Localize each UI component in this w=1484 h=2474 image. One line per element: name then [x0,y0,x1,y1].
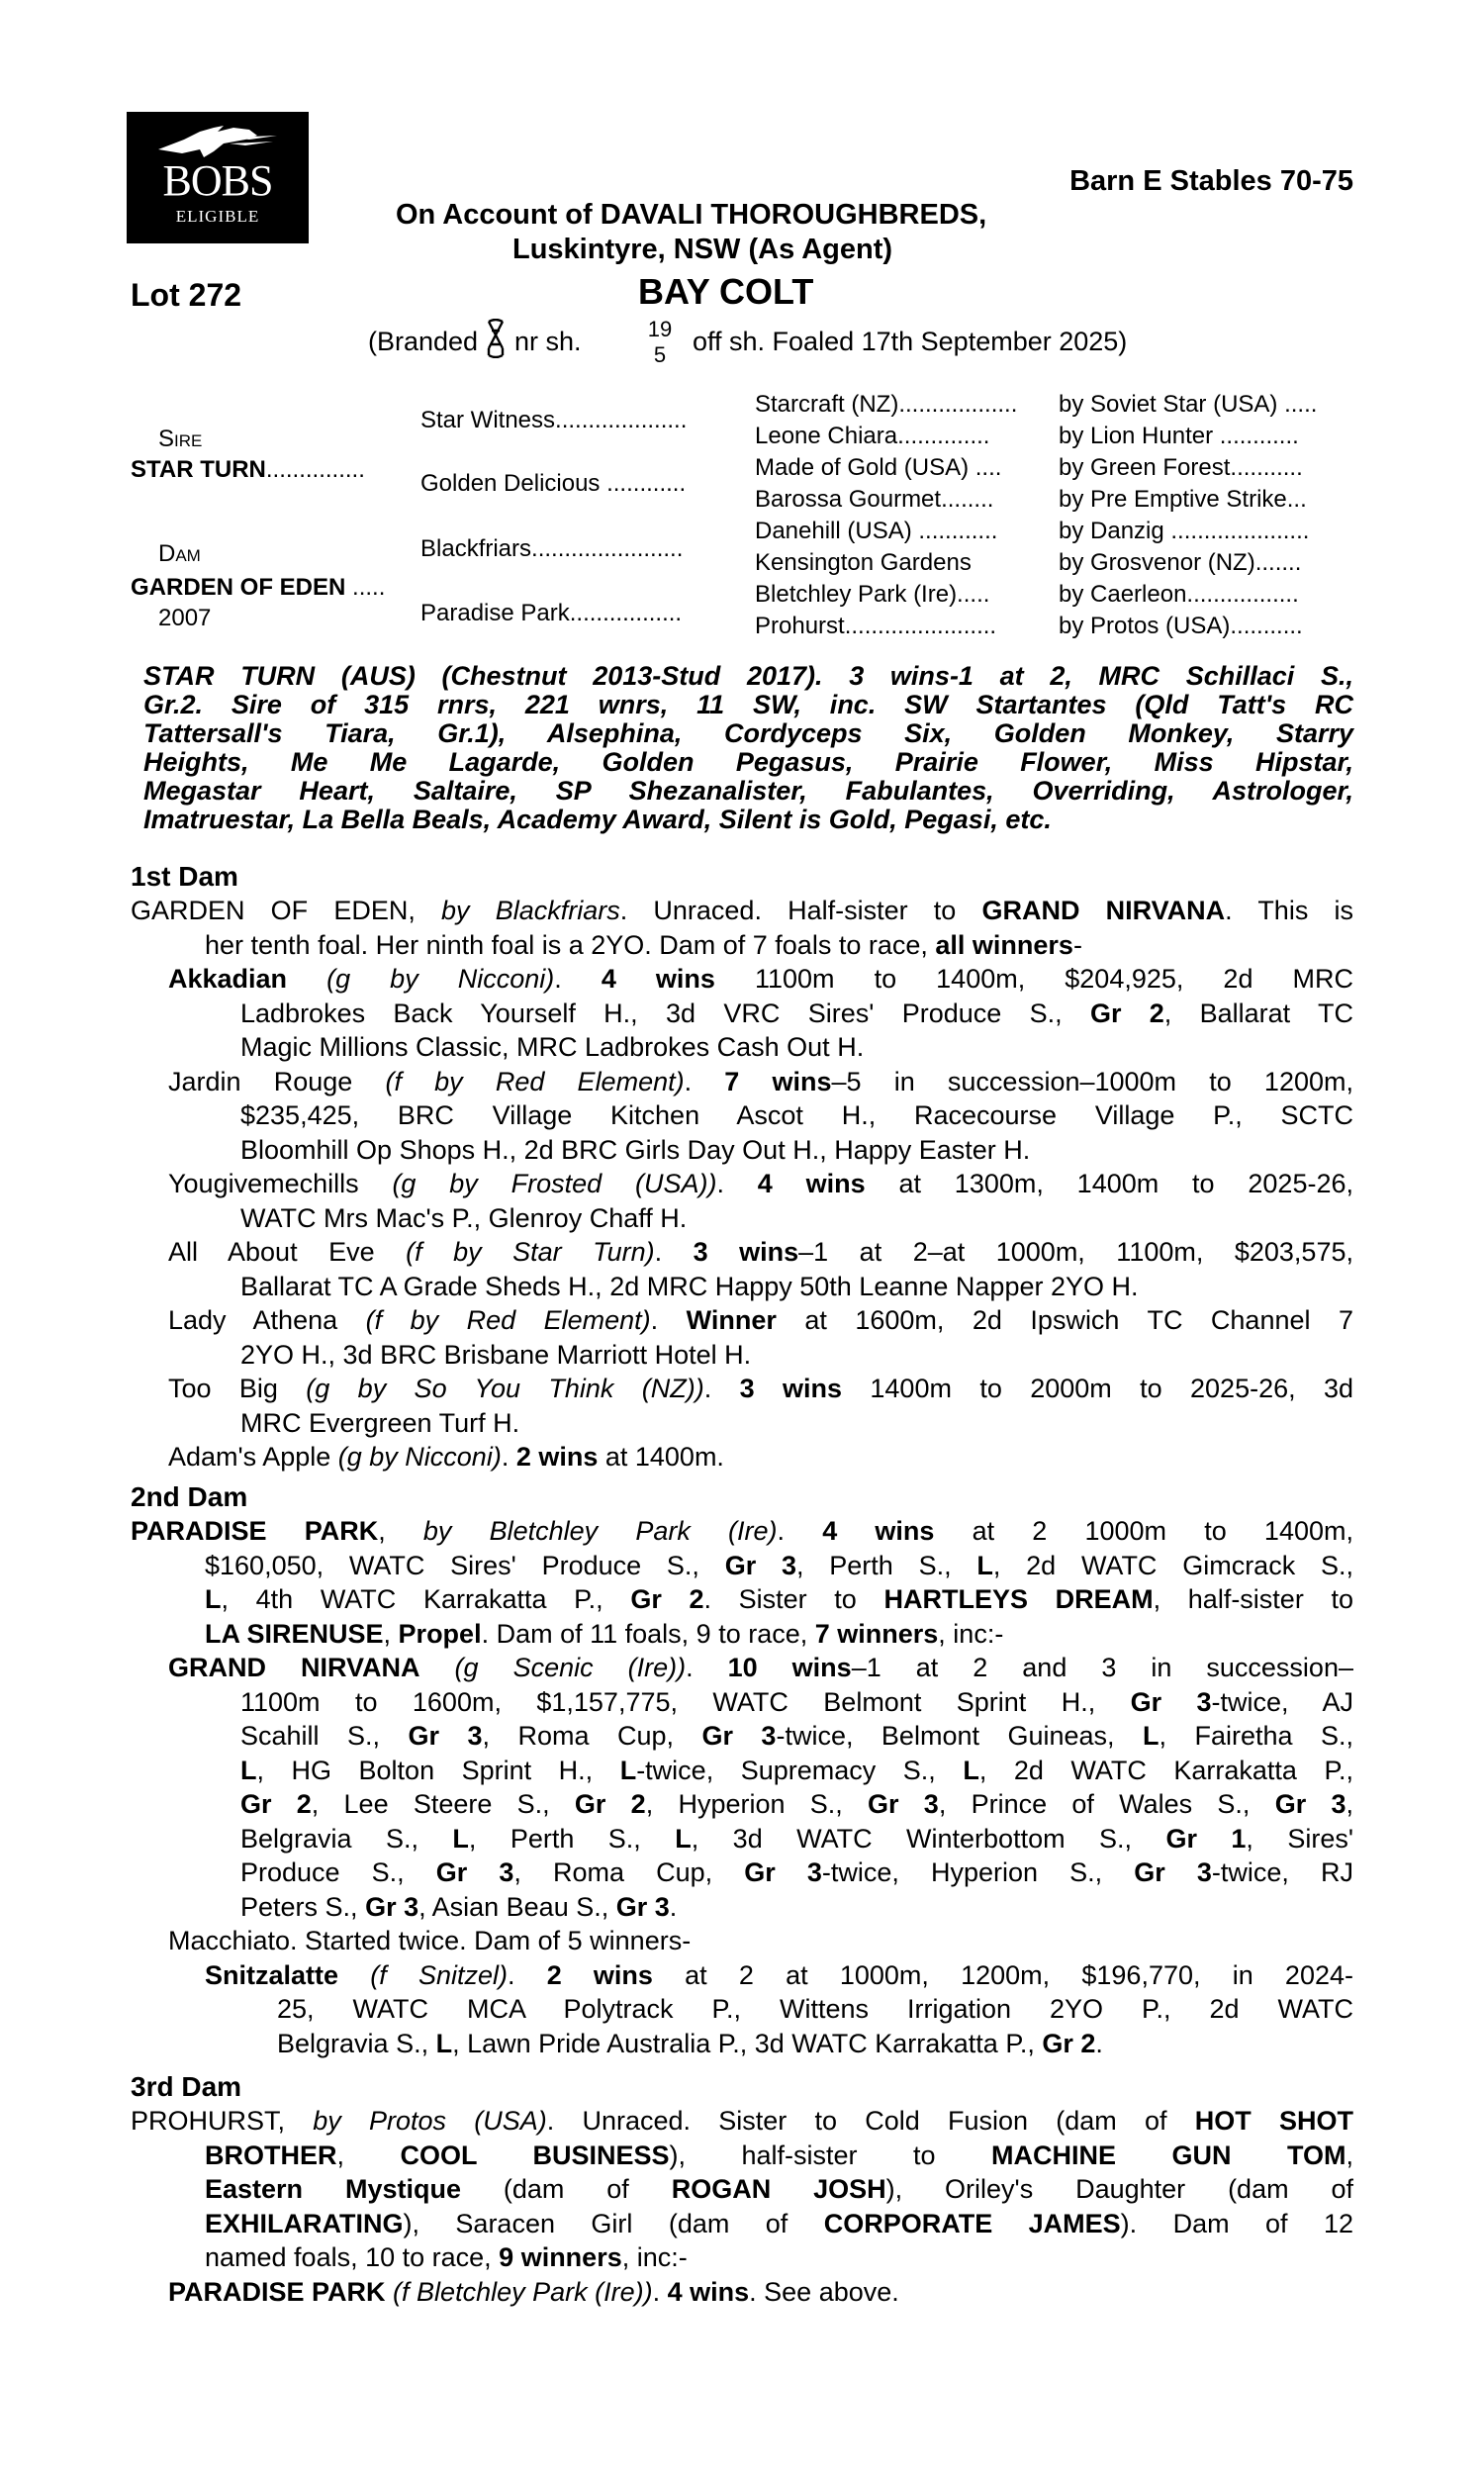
text-run: (f by Red Element) [385,1066,685,1096]
brand-prefix: (Branded [368,327,479,356]
text-run: (f Snitzel) [370,1959,508,1990]
gen3-sire: by Soviet Star (USA) ..... [1059,391,1318,418]
text-line [168,1235,1353,1269]
text-run: Ladbrokes Back Yourself H., 3d VRC Sires' Produce S., [240,998,1090,1028]
text-run: , Perth S., [796,1550,977,1580]
dam-name [131,575,385,601]
text-run: 4 wins [601,964,715,994]
text-run: L [976,1550,993,1580]
text-line [205,1582,1353,1616]
text-run: Gr 2 [574,1789,646,1819]
dam-label: Dam [158,540,201,567]
first-dam-text [131,894,1353,1487]
text-run: , Sires' [1246,1823,1353,1854]
text-run: (g by Nicconi) [337,1442,502,1472]
text-run: 4 wins [822,1516,935,1546]
text-run: , [378,1516,423,1546]
text-run: Gr 3 [1134,1857,1212,1887]
text-run: COOL BUSINESS [400,2140,670,2170]
text-line [131,2104,1353,2138]
text-run: . [669,1891,678,1922]
text-run: HOT SHOT [1194,2106,1353,2136]
text-run: 4 wins [667,2276,750,2307]
text-run: (f Bletchley Park (Ire)) [393,2276,653,2307]
text-run: Jardin Rouge [168,1066,386,1096]
text-line [168,1651,1353,1684]
text-run: GRAND NIRVANA [981,896,1226,925]
text-run: Gr 3 [724,1550,796,1580]
text-run: . [507,1959,547,1990]
text-run: , Ballarat TC [1163,998,1354,1028]
text-run: , half-sister to [1153,1584,1353,1614]
text-run: . This is [1225,896,1353,925]
text-run: Gr 3 [1274,1789,1346,1819]
text-run: all winners [935,929,1073,960]
text-run: Too Big [168,1374,307,1403]
text-line [168,1167,1353,1200]
text-line [240,1856,1353,1889]
text-run: (g by Nicconi) [326,964,555,994]
text-run: Lady Athena [168,1305,366,1335]
text-run: Bloomhill Op Shops H., 2d BRC Girls Day Out H., Happy Easter H. [240,1134,1031,1165]
text-run: at 1300m, 1400m to 2025-26, [865,1169,1353,1198]
text-run: , [1345,1789,1353,1819]
sire-line: Heights, Me Me Lagarde, Golden Pegasus, Prairie Flower, Miss Hipstar, [143,747,1353,777]
text-run: Produce S., [240,1857,436,1887]
text-line [131,894,1353,927]
bobs-eligible-logo [127,112,309,243]
text-run: L [452,1823,469,1854]
text-run: . See above. [749,2276,899,2307]
sire-name-text: STAR TURN [131,456,266,483]
text-line [168,1440,1353,1474]
text-run: Ballarat TC A Grade Sheds H., 2d MRC Happy 50th Leanne Napper 2YO H. [240,1271,1139,1301]
brand-number-bottom: 5 [653,342,667,367]
text-line [205,1549,1353,1582]
text-run: , inc:- [621,2242,688,2272]
text-line [240,1030,1353,1064]
first-dam-heading: 1st Dam [131,861,238,892]
third-dam-text [131,2104,1353,2322]
text-run: (g by So You Think (NZ)) [306,1374,704,1403]
text-run: 1100m to 1600m, $1,157,775, WATC Belmont Sprint H., [240,1686,1131,1717]
text-run: BROTHER [205,2140,337,2170]
text-run: CORPORATE JAMES [823,2208,1121,2238]
text-run: 2 wins [515,1442,599,1472]
text-run: , 3d WATC Winterbottom S., [691,1823,1166,1854]
text-run: LA SIRENUSE [205,1618,384,1649]
text-run: , Roma Cup, [513,1857,745,1887]
lot-number: Lot 272 [131,277,242,313]
text-run: -twice, Supremacy S., [636,1755,964,1785]
text-run: Gr 3 [1130,1686,1212,1717]
gen3-name: Prohurst....................... [755,613,997,639]
sire-line: Imatruestar, La Bella Beals, Academy Award, Silent is Gold, Pegasi, etc. [143,805,1052,834]
text-run: Gr 3 [868,1789,939,1819]
text-line [168,1372,1353,1405]
text-line [205,1617,1353,1651]
text-run: by Bletchley Park (Ire) [422,1516,778,1546]
text-run: by Blackfriars [441,896,620,925]
text-run: . [1095,2028,1103,2058]
text-run: . Unraced. Sister to Cold Fusion (dam of [546,2106,1195,2136]
brand-number-top: 19 [647,317,673,341]
text-run: her tenth foal. Her ninth foal is a 2YO. Dam of 7 foals to race, [205,929,936,960]
gen3-sire: by Protos (USA)........... [1059,613,1303,639]
text-run: L [435,2028,453,2058]
text-run: MACHINE GUN TOM [991,2140,1346,2170]
third-dam-heading: 3rd Dam [131,2071,242,2102]
text-run: ), half-sister to [669,2140,992,2170]
text-run: –5 in succession–1000m to 1200m, [831,1066,1353,1096]
text-run: L [205,1584,222,1614]
text-line [205,2172,1353,2206]
text-run: , 4th WATC Karrakatta P., [221,1584,631,1614]
text-run: L [1142,1721,1159,1751]
text-run: ROGAN JOSH [671,2174,886,2204]
gen3-name: Danehill (USA) ............ [755,518,998,544]
text-run: Gr 2 [240,1789,312,1819]
text-line [205,928,1353,962]
text-run: , inc:- [938,1618,1004,1649]
text-run: Gr 3 [615,1891,670,1922]
text-run: -twice, RJ [1211,1857,1353,1887]
text-run: . [703,1374,740,1403]
text-run: GARDEN OF EDEN, [131,896,442,925]
text-run: 1100m to 1400m, $204,925, 2d MRC [714,964,1354,994]
text-run: Gr 2 [1042,2028,1096,2058]
second-dam-heading: 2nd Dam [131,1481,248,1512]
gen3-name: Bletchley Park (Ire)..... [755,581,990,608]
text-line [240,1338,1353,1372]
vendor-location: Luskintyre, NSW (As Agent) [512,234,893,265]
text-line [168,1065,1353,1098]
logo-subtext: ELIGIBLE [175,207,260,226]
lot-title: BAY COLT [638,271,814,312]
text-run: (g by Frosted (USA)) [392,1169,717,1198]
text-run: , Perth S., [468,1823,676,1854]
text-run: at 2 at 1000m, 1200m, $196,770, in 2024- [652,1959,1353,1990]
logo-text: BOBS [162,156,273,205]
dam-name-text: GARDEN OF EDEN [131,574,346,601]
grandsire-dam-side: Blackfriars....................... [420,535,684,562]
gen3-name: Leone Chiara.............. [755,423,990,449]
gen3-name: Kensington Gardens [755,549,972,576]
text-run: 3 wins [739,1374,843,1403]
gen3-name: Barossa Gourmet........ [755,486,994,513]
text-run [338,1960,370,1990]
text-run: , [336,2140,401,2170]
text-run: , Fairetha S., [1159,1721,1353,1751]
text-run: 9 winners [499,2242,622,2272]
text-run: 2YO H., 3d BRC Brisbane Marriott Hotel H. [240,1339,752,1370]
granddam: Paradise Park................. [420,600,683,626]
sire-dots: ............... [265,456,365,483]
gen3-sire: by Caerleon................. [1059,581,1299,608]
text-run: MRC Evergreen Turf H. [240,1407,520,1438]
granddam-sire-side: Golden Delicious ............ [420,470,687,497]
text-run: Macchiato. Started twice. Dam of 5 winners- [168,1926,692,1955]
text-run: $235,425, BRC Village Kitchen Ascot H., Racecourse Village P., SCTC [240,1100,1353,1130]
text-run [420,1653,455,1682]
sire-line: Megastar Heart, Saltaire, SP Shezanalister, Fabulantes, Overriding, Astrologer, [143,776,1353,806]
text-run: HARTLEYS DREAM [883,1584,1154,1614]
text-run: 3 wins [693,1237,799,1267]
text-run: PARADISE PARK [131,1516,379,1546]
text-run: 7 winners [814,1618,939,1649]
barn-location: Barn E Stables 70-75 [1069,165,1353,197]
text-run: –1 at 2–at 1000m, 1100m, $203,575, [798,1237,1353,1267]
sire-label: Sire [158,426,203,452]
text-line [240,997,1353,1030]
brand-near-side: nr sh. [514,327,582,356]
text-run: . [652,2276,668,2307]
text-run: Gr 1 [1165,1823,1247,1854]
gen3-sire: by Pre Emptive Strike... [1059,486,1307,513]
text-run: , Asian Beau S., [418,1891,616,1922]
text-run [386,2277,394,2307]
text-run: Gr 3 [744,1857,822,1887]
text-run: Snitzalatte [205,1959,339,1990]
text-run: Akkadian [168,964,288,994]
text-line [131,1514,1353,1548]
text-run: (dam of [460,2174,672,2204]
text-line [205,2240,1353,2274]
dam-dots: ..... [345,574,386,601]
text-run: . Unraced. Half-sister to [619,896,982,925]
text-run: Peters S., [240,1891,366,1922]
gen3-sire: by Lion Hunter ............ [1059,423,1299,449]
text-line [240,1270,1353,1303]
text-line [240,1201,1353,1235]
text-run: Gr 2 [1089,998,1164,1028]
text-run: . [650,1305,687,1335]
gen3-name: Made of Gold (USA) .... [755,454,1002,481]
text-run: ). Dam of 12 [1120,2208,1353,2238]
text-run: L [963,1755,979,1785]
text-line [240,1822,1353,1856]
text-run: Adam's Apple [168,1442,338,1472]
text-run: Gr 2 [630,1584,704,1614]
text-run: by Protos (USA) [313,2106,547,2136]
sire-line: Gr.2. Sire of 315 rnrs, 221 wnrs, 11 SW, inc. SW Startantes (Qld Tatt's RC [143,690,1353,719]
text-run: PARADISE PARK [168,2276,386,2307]
text-run: (f by Red Element) [365,1305,651,1335]
text-run: 10 wins [727,1653,852,1682]
text-line [168,1303,1353,1337]
text-run: 7 wins [724,1066,832,1096]
foaling-details: off sh. Foaled 17th September 2025) [693,327,1128,356]
horse-head-icon [154,124,281,159]
text-run: , Hyperion S., [645,1789,869,1819]
text-line [168,2275,1353,2309]
text-run: -twice, Hyperion S., [821,1857,1135,1887]
text-run: , Prince of Wales S., [938,1789,1275,1819]
text-line [240,1133,1353,1167]
text-run: . Sister to [703,1584,884,1614]
text-run: - [1072,929,1082,960]
text-run: Winner [686,1305,777,1335]
text-run [287,964,326,994]
gen3-sire: by Danzig ..................... [1059,518,1310,544]
text-run: Scahill S., [240,1721,409,1751]
text-run: All About Eve [168,1237,407,1267]
text-run: . [501,1442,516,1472]
text-run: . [686,1653,728,1682]
text-run: ), Oriley's Daughter (dam of [885,2174,1353,2204]
text-run: , [1345,2140,1354,2170]
text-run: , 2d WATC Karrakatta P., [978,1755,1353,1785]
text-run: $160,050, WATC Sires' Produce S., [205,1550,725,1580]
text-run: , HG Bolton Sprint H., [256,1755,620,1785]
text-line [277,1992,1353,2026]
text-run: . [716,1169,758,1198]
text-run: Gr 3 [408,1721,483,1751]
text-run: . [684,1066,725,1096]
text-run: . [654,1237,694,1267]
text-run: (f by Star Turn) [406,1237,655,1267]
text-run: 1400m to 2000m to 2025-26, 3d [842,1374,1354,1403]
text-run: Yougivemechills [168,1169,393,1198]
gen3-name: Starcraft (NZ).................. [755,391,1018,418]
text-run: , 2d WATC Gimcrack S., [992,1550,1353,1580]
text-run: Propel [398,1618,482,1649]
text-run: , Lee Steere S., [311,1789,575,1819]
text-run: PROHURST, [131,2106,314,2136]
text-run: named foals, 10 to race, [205,2242,500,2272]
text-line [240,1890,1353,1924]
text-run: Eastern Mystique [205,2174,461,2204]
text-run: , Roma Cup, [482,1721,702,1751]
text-line [205,2207,1353,2240]
vendor-line: On Account of DAVALI THOROUGHBREDS, [396,199,987,231]
brand-mark-icon [485,319,507,358]
text-run: Gr 3 [701,1721,777,1751]
text-run: at 2 1000m to 1400m, [934,1516,1353,1546]
sire-line: STAR TURN (AUS) (Chestnut 2013-Stud 2017). 3 wins-1 at 2, MRC Schillaci S., [143,661,1353,691]
text-run: Gr 3 [365,1891,419,1922]
text-run: at 1600m, 2d Ipswich TC Channel 7 [776,1305,1353,1335]
gen3-sire: by Grosvenor (NZ)....... [1059,549,1302,576]
text-run: L [675,1823,692,1854]
text-run: EXHILARATING [205,2208,404,2238]
text-line [240,1754,1353,1787]
text-run: L [240,1755,257,1785]
text-run: (g Scenic (Ire)) [454,1653,687,1682]
text-run: –1 at 2 and 3 in succession– [851,1653,1353,1682]
text-run: . [554,964,602,994]
text-run: WATC Mrs Mac's P., Glenroy Chaff H. [240,1202,688,1233]
gen3-sire: by Green Forest........... [1059,454,1303,481]
text-line [205,2139,1353,2172]
text-run: . Dam of 11 foals, 9 to race, [481,1618,815,1649]
text-line [240,1685,1353,1719]
text-run: , Lawn Pride Australia P., 3d WATC Karrakatta P., [452,2028,1043,2058]
text-run: 2 wins [546,1959,653,1990]
text-line [240,1406,1353,1440]
text-line [277,2027,1353,2060]
text-run: L [619,1755,637,1785]
text-line [168,1924,1353,1957]
text-run: . [777,1516,823,1546]
text-run: , [383,1618,399,1649]
text-run: 4 wins [757,1169,866,1198]
second-dam-text [131,1514,1353,2068]
text-run: Magic Millions Classic, MRC Ladbrokes Cash Out H. [240,1032,865,1062]
text-run: ), Saracen Girl (dam of [403,2208,824,2238]
text-line [240,1098,1353,1132]
text-run: at 1400m. [598,1442,724,1472]
text-line [205,1958,1353,1992]
sire-name [131,457,365,483]
text-line [240,1787,1353,1821]
text-run: -twice, AJ [1211,1686,1353,1717]
text-line [240,1719,1353,1753]
text-run: 25, WATC MCA Polytrack P., Wittens Irrigation 2YO P., 2d WATC [277,1994,1353,2024]
text-line [168,962,1353,996]
text-run: Belgravia S., [240,1823,453,1854]
grandsire: Star Witness.................... [420,407,688,433]
text-run: Gr 3 [435,1857,514,1887]
text-run: Belgravia S., [277,2028,436,2058]
dam-year: 2007 [158,605,212,631]
text-run: GRAND NIRVANA [168,1653,420,1682]
text-run: -twice, Belmont Guineas, [776,1721,1143,1751]
sire-line: Tattersall's Tiara, Gr.1), Alsephina, Cordyceps Six, Golden Monkey, Starry [143,718,1353,748]
